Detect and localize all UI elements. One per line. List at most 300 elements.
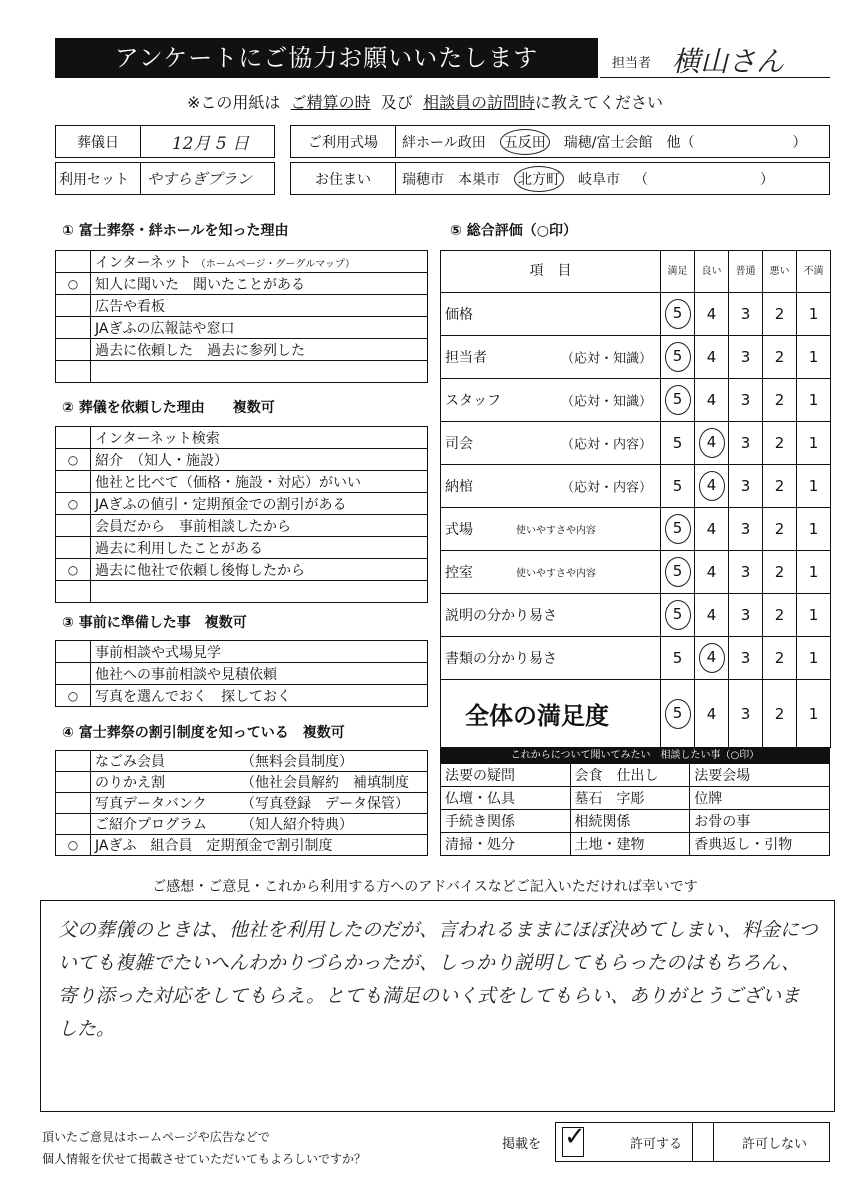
rating-item xyxy=(441,379,661,422)
option-text xyxy=(91,751,428,772)
rating-item xyxy=(441,508,661,551)
option-label: インターネット検索 xyxy=(95,430,220,447)
option-text xyxy=(91,317,428,339)
rating-option[interactable] xyxy=(695,594,729,637)
rating-option[interactable] xyxy=(763,293,797,336)
option-text xyxy=(91,663,428,685)
consult-heading: これからについて聞いてみたい 相談したい事（○印） xyxy=(440,748,830,763)
item-sub: （応対・知識） xyxy=(560,394,652,410)
rating-row xyxy=(441,379,831,422)
consult-row xyxy=(441,764,830,787)
item-label: スタッフ xyxy=(445,393,501,409)
rating-value: 4 xyxy=(706,704,717,723)
option-row[interactable] xyxy=(56,835,428,856)
rating-option[interactable] xyxy=(763,379,797,422)
notice-prefix: ※この用紙は xyxy=(187,93,281,112)
set-box xyxy=(55,162,275,195)
rating-value: 5 xyxy=(665,699,691,729)
selection-mark[interactable] xyxy=(56,471,91,493)
rating-value: 1 xyxy=(808,563,819,581)
rating-option[interactable] xyxy=(661,594,695,637)
rating-value: 2 xyxy=(774,563,785,581)
option-label: ご紹介プログラム xyxy=(95,817,207,833)
option-2[interactable]: 瑞穂/富士会館 xyxy=(563,134,653,151)
rating-value: 5 xyxy=(665,557,691,587)
rating-option[interactable] xyxy=(763,594,797,637)
item-label: 説明の分かり易さ xyxy=(445,608,557,624)
item-label: 控室 xyxy=(445,565,473,581)
consult-row xyxy=(441,787,830,810)
rating-item xyxy=(441,293,661,336)
rating-value: 1 xyxy=(808,434,819,452)
rating-value: 2 xyxy=(774,520,785,538)
publish-question-line2: 個人情報を伏せて掲載させていただいてもよろしいですか？ xyxy=(42,1152,367,1166)
rating-value: 3 xyxy=(740,520,751,538)
rating-option[interactable] xyxy=(729,637,763,680)
selection-mark[interactable] xyxy=(56,581,91,603)
selection-mark[interactable] xyxy=(56,427,91,449)
rating-value: 5 xyxy=(672,649,683,667)
rating-value: 4 xyxy=(699,428,725,458)
comments-text: 父の葬儀のときは、他社を利用したのだが、言われるままにほぼ決めてしまい、料金についても複雑でたいへんわかりづらかったが、しっかり説明してもらったのはもちろん、寄り添った対応をしてもらえ。とても満足のいく式をしてもらい、ありがとうございました。 xyxy=(58,919,818,1040)
item-label: 司会 xyxy=(445,436,473,452)
option-text xyxy=(91,361,428,383)
rating-option[interactable] xyxy=(797,637,831,680)
rating-option[interactable] xyxy=(661,508,695,551)
rating-value: 2 xyxy=(774,305,785,323)
selection-mark[interactable] xyxy=(56,515,91,537)
rating-option[interactable] xyxy=(661,336,695,379)
option-row[interactable] xyxy=(56,772,428,793)
option-text xyxy=(91,493,428,515)
rating-value: 1 xyxy=(808,649,819,667)
selection-mark[interactable] xyxy=(56,772,91,793)
rating-option[interactable] xyxy=(729,594,763,637)
selection-mark[interactable]: ○ xyxy=(56,685,91,707)
option-text xyxy=(91,835,428,856)
option-text xyxy=(91,515,428,537)
rating-option[interactable] xyxy=(695,422,729,465)
option-text xyxy=(91,449,428,471)
item-label: 全体の満足度 xyxy=(465,702,609,730)
rating-value: 3 xyxy=(740,606,751,624)
option-label: 過去に依頼した 過去に参列した xyxy=(95,342,305,359)
selection-mark[interactable]: ○ xyxy=(56,835,91,856)
rating-option[interactable] xyxy=(661,293,695,336)
consult-option[interactable]: 法要会場 xyxy=(690,764,830,787)
option-text xyxy=(91,471,428,493)
selection-mark[interactable] xyxy=(56,251,91,273)
rating-option[interactable] xyxy=(661,551,695,594)
consult-option[interactable]: 相続関係 xyxy=(570,810,690,833)
deny-checkbox[interactable] xyxy=(692,1123,714,1161)
option-3[interactable]: 岐阜市 xyxy=(578,171,620,188)
option-note: （知人紹介特典） xyxy=(241,817,353,833)
q2-table xyxy=(55,426,428,603)
consult-option[interactable]: 仏壇・仏具 xyxy=(441,787,571,810)
option-row[interactable] xyxy=(56,663,428,685)
scale-header: 普通 xyxy=(729,251,763,293)
option-text xyxy=(91,581,428,603)
option-note: （他社会員解約 補填制度 xyxy=(241,775,409,791)
staff-name: 横山さん xyxy=(672,45,785,78)
rating-item xyxy=(441,637,661,680)
rating-item xyxy=(441,551,661,594)
rating-value: 5 xyxy=(665,342,691,372)
selection-mark[interactable] xyxy=(56,317,91,339)
rating-row xyxy=(441,680,831,748)
rating-value: 1 xyxy=(808,704,819,723)
rating-option[interactable] xyxy=(797,379,831,422)
rating-item xyxy=(441,422,661,465)
selection-mark[interactable] xyxy=(56,793,91,814)
rating-value: 4 xyxy=(699,471,725,501)
rating-option[interactable] xyxy=(763,637,797,680)
rating-option[interactable] xyxy=(763,508,797,551)
consult-option[interactable]: 香典返し・引物 xyxy=(690,833,830,856)
item-header: 項 目 xyxy=(441,251,661,293)
scale-header: 良い xyxy=(695,251,729,293)
notice-visit: 相談員の訪問時 xyxy=(422,93,535,112)
rating-value: 2 xyxy=(774,606,785,624)
item-label: 式場 xyxy=(445,522,473,538)
option-row[interactable] xyxy=(56,751,428,772)
rating-row xyxy=(441,508,831,551)
consult-option[interactable]: 位牌 xyxy=(690,787,830,810)
option-row[interactable] xyxy=(56,317,428,339)
option-label: 他社と比べて（価格・施設・対応）がいい xyxy=(95,474,361,491)
option-note: （ホームページ・グーグルマップ） xyxy=(195,258,355,270)
rating-value: 2 xyxy=(774,477,785,495)
option-1[interactable]: 本巣市 xyxy=(458,171,500,188)
rating-option[interactable] xyxy=(763,551,797,594)
rating-option[interactable] xyxy=(661,680,695,748)
option-0[interactable]: 瑞穂市 xyxy=(402,171,444,188)
rating-value: 1 xyxy=(808,348,819,366)
q4-heading: ④ 富士葬祭の割引制度を知っている 複数可 xyxy=(62,725,345,741)
allow-label: 許可する xyxy=(630,1136,683,1152)
rating-option[interactable] xyxy=(695,465,729,508)
option-1[interactable]: 五反田 xyxy=(500,129,550,155)
selection-mark[interactable] xyxy=(56,537,91,559)
option-label: 知人に聞いた 聞いたことがある xyxy=(95,276,305,293)
option-row[interactable] xyxy=(56,361,428,383)
option-label: 事前相談や式場見学 xyxy=(95,644,221,661)
rating-value: 4 xyxy=(706,606,717,624)
option-row[interactable] xyxy=(56,273,428,295)
funeral-date-box xyxy=(55,125,275,158)
rating-item xyxy=(441,680,661,748)
option-0[interactable]: 絆ホール政田 xyxy=(402,134,486,151)
option-label: 紹介 （知人・施設） xyxy=(95,452,228,469)
option-text xyxy=(91,339,428,361)
selection-mark[interactable] xyxy=(56,814,91,835)
selection-mark[interactable] xyxy=(56,641,91,663)
rating-value: 4 xyxy=(706,520,717,538)
rating-option[interactable] xyxy=(695,508,729,551)
venue-label: ご利用式場 xyxy=(291,126,396,157)
rating-option[interactable] xyxy=(661,637,695,680)
residence-box xyxy=(290,162,830,195)
rating-value: 4 xyxy=(706,563,717,581)
q1-table xyxy=(55,250,428,383)
selection-mark[interactable]: ○ xyxy=(56,559,91,581)
item-label: 価格 xyxy=(445,307,473,323)
option-row[interactable] xyxy=(56,581,428,603)
set-label: 利用セット xyxy=(56,163,141,194)
item-sub: （応対・知識） xyxy=(560,351,652,367)
rating-value: 1 xyxy=(808,520,819,538)
consult-table xyxy=(440,763,830,856)
q5-heading: ⑤ 総合評価（○印） xyxy=(450,223,577,239)
venue-box xyxy=(290,125,830,158)
rating-value: 4 xyxy=(706,391,717,409)
rating-option[interactable] xyxy=(729,508,763,551)
rating-item xyxy=(441,594,661,637)
consult-option[interactable]: 清掃・処分 xyxy=(441,833,571,856)
rating-table xyxy=(440,250,831,748)
funeral-date-field[interactable]: 12月 5 日 xyxy=(171,134,250,154)
q1-heading: ① 富士葬祭・絆ホールを知った理由 xyxy=(62,223,289,239)
check-icon: ✓ xyxy=(564,1122,586,1152)
q3-table xyxy=(55,640,428,707)
rating-value: 1 xyxy=(808,477,819,495)
item-sub: 使いやすさや内容 xyxy=(516,568,596,580)
consult-option[interactable]: お骨の事 xyxy=(690,810,830,833)
option-label: 過去に利用したことがある xyxy=(95,540,263,557)
option-text xyxy=(91,251,428,273)
rating-row xyxy=(441,594,831,637)
rating-value: 2 xyxy=(774,348,785,366)
rating-value: 2 xyxy=(774,649,785,667)
residence-options xyxy=(396,163,829,194)
form-title: アンケートにご協力お願いいたします xyxy=(55,38,598,78)
rating-item xyxy=(441,336,661,379)
selection-mark[interactable]: ○ xyxy=(56,273,91,295)
option-text xyxy=(91,793,428,814)
rating-value: 3 xyxy=(740,704,751,723)
option-label: JAぎふ 組合員 定期預金で割引制度 xyxy=(95,838,333,854)
rating-option[interactable] xyxy=(729,680,763,748)
option-row[interactable] xyxy=(56,449,428,471)
item-label: 納棺 xyxy=(445,479,473,495)
rating-value: 5 xyxy=(672,477,683,495)
rating-value: 2 xyxy=(774,704,785,723)
option-row[interactable] xyxy=(56,537,428,559)
selection-mark[interactable] xyxy=(56,295,91,317)
q3-heading: ③ 事前に準備した事 複数可 xyxy=(62,615,247,631)
rating-option[interactable] xyxy=(695,293,729,336)
rating-row xyxy=(441,336,831,379)
consult-row xyxy=(441,833,830,856)
notice-settlement: ご精算の時 xyxy=(290,93,371,112)
option-row[interactable] xyxy=(56,641,428,663)
option-label: 写真を選んでおく 探しておく xyxy=(95,688,291,705)
option-row[interactable] xyxy=(56,295,428,317)
consent-label: 掲載を xyxy=(502,1137,542,1152)
option-2[interactable]: 北方町 xyxy=(514,166,564,192)
option-row[interactable] xyxy=(56,339,428,361)
rating-value: 5 xyxy=(665,299,691,329)
staff-field[interactable] xyxy=(600,38,830,78)
option-label: JAぎふの値引・定期預金での割引がある xyxy=(95,496,347,513)
option-text xyxy=(91,641,428,663)
rating-header xyxy=(441,251,831,293)
rating-value: 1 xyxy=(808,391,819,409)
funeral-date-label: 葬儀日 xyxy=(56,126,141,157)
option-label: なごみ会員 xyxy=(95,754,165,770)
option-3[interactable]: 他（ ） xyxy=(666,134,807,151)
rating-row xyxy=(441,551,831,594)
rating-option[interactable] xyxy=(797,422,831,465)
consult-option[interactable]: 法要の疑問 xyxy=(441,764,571,787)
consult-option[interactable]: 会食 仕出し xyxy=(570,764,690,787)
option-row[interactable] xyxy=(56,251,428,273)
consult-option[interactable]: 土地・建物 xyxy=(570,833,690,856)
item-sub: （応対・内容） xyxy=(560,437,652,453)
rating-value: 3 xyxy=(740,391,751,409)
consult-option[interactable]: 手続き関係 xyxy=(441,810,571,833)
rating-option[interactable] xyxy=(763,465,797,508)
rating-row xyxy=(441,637,831,680)
rating-option[interactable] xyxy=(661,465,695,508)
set-field[interactable]: やすらぎプラン xyxy=(147,170,253,188)
notice-and: 及び xyxy=(380,93,413,112)
option-text xyxy=(91,537,428,559)
option-4[interactable]: （ ） xyxy=(634,171,774,188)
consult-row xyxy=(441,810,830,833)
rating-option[interactable] xyxy=(729,422,763,465)
rating-option[interactable] xyxy=(763,422,797,465)
item-sub: 使いやすさや内容 xyxy=(516,525,596,537)
selection-mark[interactable] xyxy=(56,339,91,361)
selection-mark[interactable]: ○ xyxy=(56,449,91,471)
rating-value: 1 xyxy=(808,305,819,323)
scale-header: 満足 xyxy=(661,251,695,293)
rating-value: 3 xyxy=(740,649,751,667)
rating-option[interactable] xyxy=(695,637,729,680)
rating-option[interactable] xyxy=(797,293,831,336)
rating-option[interactable] xyxy=(797,680,831,748)
option-note: （写真登録 データ保管） xyxy=(241,796,409,812)
option-text xyxy=(91,295,428,317)
allow-checkbox[interactable] xyxy=(562,1122,586,1157)
rating-row xyxy=(441,422,831,465)
option-label: 過去に他社で依頼し後悔したから xyxy=(95,562,305,579)
rating-item xyxy=(441,465,661,508)
venue-options xyxy=(396,126,829,157)
item-sub: （応対・内容） xyxy=(560,480,652,496)
rating-value: 5 xyxy=(665,514,691,544)
option-label: 写真データバンク xyxy=(95,796,207,812)
rating-value: 3 xyxy=(740,477,751,495)
rating-option[interactable] xyxy=(729,336,763,379)
option-label: のりかえ割 xyxy=(95,775,165,791)
item-label: 書類の分かり易さ xyxy=(445,651,557,667)
selection-mark[interactable] xyxy=(56,361,91,383)
rating-value: 2 xyxy=(774,434,785,452)
option-text xyxy=(91,427,428,449)
publish-question xyxy=(42,1126,366,1170)
consult-option[interactable]: 墓石 字彫 xyxy=(570,787,690,810)
rating-option[interactable] xyxy=(695,551,729,594)
rating-option[interactable] xyxy=(695,680,729,748)
option-text xyxy=(91,814,428,835)
option-label: 他社への事前相談や見積依頼 xyxy=(95,666,277,683)
rating-option[interactable] xyxy=(661,422,695,465)
option-row[interactable] xyxy=(56,515,428,537)
notice-suffix: に教えてください xyxy=(534,93,663,112)
selection-mark[interactable] xyxy=(56,751,91,772)
option-row[interactable] xyxy=(56,427,428,449)
rating-option[interactable] xyxy=(797,336,831,379)
rating-value: 5 xyxy=(665,600,691,630)
rating-value: 4 xyxy=(706,305,717,323)
rating-value: 2 xyxy=(774,391,785,409)
option-row[interactable] xyxy=(56,793,428,814)
option-label: 会員だから 事前相談したから xyxy=(95,518,291,535)
scale-header: 不満 xyxy=(797,251,831,293)
rating-option[interactable] xyxy=(729,293,763,336)
option-text xyxy=(91,273,428,295)
option-note: （無料会員制度） xyxy=(241,754,353,770)
rating-option[interactable] xyxy=(797,594,831,637)
selection-mark[interactable] xyxy=(56,663,91,685)
rating-option[interactable] xyxy=(763,680,797,748)
q2-heading: ② 葬儀を依頼した理由 複数可 xyxy=(62,400,275,416)
selection-mark[interactable]: ○ xyxy=(56,493,91,515)
rating-option[interactable] xyxy=(695,336,729,379)
option-text xyxy=(91,559,428,581)
publish-question-line1: 頂いたご意見はホームページや広告などで xyxy=(42,1130,270,1144)
rating-value: 3 xyxy=(740,305,751,323)
rating-option[interactable] xyxy=(797,508,831,551)
consent-box xyxy=(555,1122,830,1162)
option-text xyxy=(91,685,428,707)
rating-row xyxy=(441,293,831,336)
option-row[interactable] xyxy=(56,685,428,707)
rating-value: 5 xyxy=(672,434,683,452)
rating-option[interactable] xyxy=(729,551,763,594)
option-row[interactable] xyxy=(56,493,428,515)
staff-label: 担当者 xyxy=(612,56,652,71)
rating-option[interactable] xyxy=(695,379,729,422)
rating-option[interactable] xyxy=(661,379,695,422)
option-row[interactable] xyxy=(56,814,428,835)
deny-label: 許可しない xyxy=(742,1136,808,1152)
rating-value: 3 xyxy=(740,434,751,452)
rating-option[interactable] xyxy=(729,379,763,422)
residence-label: お住まい xyxy=(291,163,396,194)
rating-option[interactable] xyxy=(797,551,831,594)
item-label: 担当者 xyxy=(445,350,487,366)
option-label: JAぎふの広報誌や窓口 xyxy=(95,320,235,337)
scale-header: 悪い xyxy=(763,251,797,293)
rating-value: 5 xyxy=(665,385,691,415)
notice xyxy=(0,90,850,113)
rating-row xyxy=(441,465,831,508)
rating-option[interactable] xyxy=(763,336,797,379)
rating-value: 4 xyxy=(699,643,725,673)
option-label: 広告や看板 xyxy=(95,298,165,315)
option-row[interactable] xyxy=(56,559,428,581)
rating-value: 4 xyxy=(706,348,717,366)
option-row[interactable] xyxy=(56,471,428,493)
rating-option[interactable] xyxy=(729,465,763,508)
rating-option[interactable] xyxy=(797,465,831,508)
rating-value: 3 xyxy=(740,563,751,581)
option-text xyxy=(91,772,428,793)
